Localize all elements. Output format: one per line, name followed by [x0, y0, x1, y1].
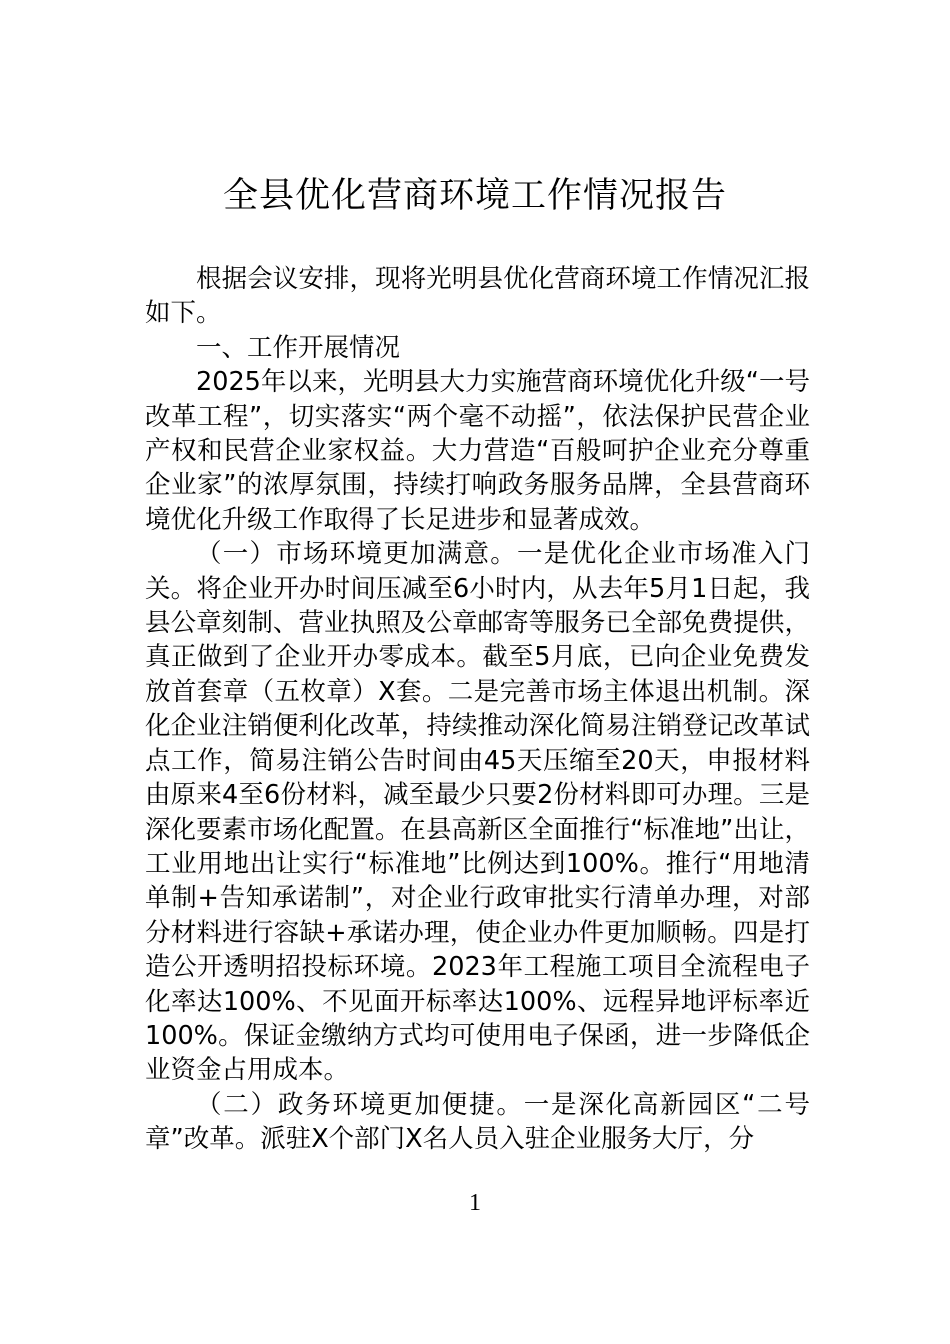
section-heading: 一、工作开展情况 — [196, 332, 401, 363]
intro-paragraph: 根据会议安排，现将光明县优化营商环境工作情况汇报如下。 — [145, 264, 810, 329]
report-body — [145, 262, 810, 1157]
market-environment-paragraph: （一）市场环境更加满意。一是优化企业市场准入门关。将企业开办时间压减至6小时内，从去年5月1日起，我县公章刻制、营业执照及公章邮寄等服务已全部免费提供，真正做到了企业开办零成本。截至5月底，已向企业免费发放首套章（五枚章）X套。二是完善市场主体退出机制。深化企业注销便利化改革，持续推动深化简易注销登记改革试点工作，简易注销公告时间由45天压缩至20天，申报材料由原来4至6份材料，减至最少只要2份材料即可办理。三是深化要素市场化配置。在县高新区全面推行“标准地”出让，工业用地出让实行“标准地”比例达到100%。推行“用地清单制+告知承诺制”，对企业行政审批实行清单办理，对部分材料进行容缺+承诺办理，使企业办件更加顺畅。四是打造公开透明招投标环境。2023年工程施工项目全流程电子化率达100%、不见面开标率达100%、远程异地评标率近100%。保证金缴纳方式均可使用电子保函，进一步降低企业资金占用成本。 — [145, 539, 810, 1086]
government-environment-paragraph: （二）政务环境更加便捷。一是深化高新园区“二号章”改革。派驻X个部门X名人员入驻企业服务大厅，分 — [145, 1089, 810, 1155]
overview-paragraph: 2025年以来，光明县大力实施营商环境优化升级“一号改革工程”，切实落实“两个毫不动摇”，依法保护民营企业产权和民营企业家权益。大力营造“百般呵护企业充分尊重企业家”的浓厚氛围，持续打响政务服务品牌，全县营商环境优化升级工作取得了长足进步和显著成效。 — [145, 367, 810, 535]
page-number: 1 — [469, 1190, 481, 1216]
page-title: 全县优化营商环境工作情况报告 — [222, 176, 727, 216]
